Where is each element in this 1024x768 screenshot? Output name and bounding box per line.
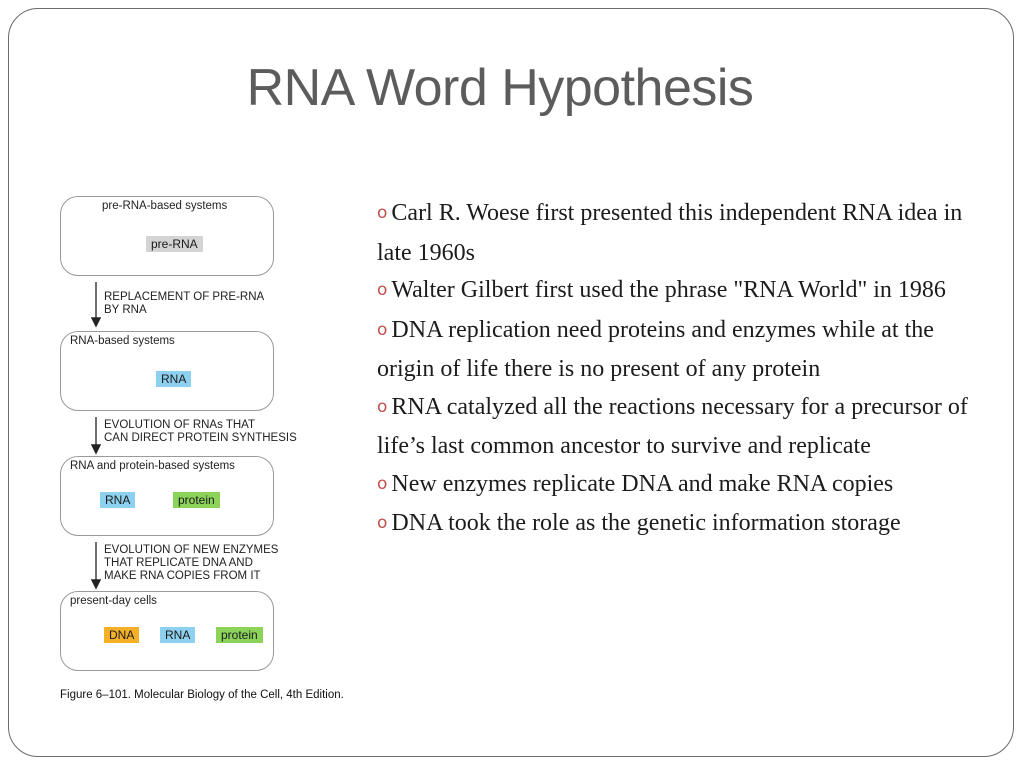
molecule-tag-dna: DNA bbox=[104, 627, 139, 643]
bullet-marker-icon: o bbox=[377, 319, 388, 340]
molecule-tag-rna: RNA bbox=[160, 627, 195, 643]
bullet-marker-icon: o bbox=[377, 513, 388, 533]
stage-title: pre-RNA-based systems bbox=[102, 200, 228, 212]
bullet-text: DNA took the role as the genetic information storage bbox=[391, 510, 901, 536]
stage-title: RNA-based systems bbox=[70, 335, 175, 347]
molecule-tag-rna: RNA bbox=[100, 492, 135, 508]
bullet-item bbox=[377, 272, 987, 312]
bullet-marker-icon: o bbox=[377, 473, 388, 494]
slide-title: RNA Word Hypothesis bbox=[246, 59, 754, 117]
step-label: EVOLUTION OF NEW ENZYMES THAT REPLICATE DNA AND MAKE RNA COPIES FROM IT bbox=[104, 544, 279, 582]
figure-caption: Figure 6–101. Molecular Biology of the Cell, 4th Edition. bbox=[60, 689, 344, 701]
bullet-text: Carl R. Woese first presented this independent RNA idea in late 1960s bbox=[377, 200, 963, 266]
molecule-tag-rna: RNA bbox=[156, 371, 191, 387]
bullet-text: DNA replication need proteins and enzymes while at the origin of life there is no present of any protein bbox=[377, 316, 934, 382]
bullet-item bbox=[377, 389, 987, 466]
rna-world-figure bbox=[56, 192, 366, 712]
bullet-text: RNA catalyzed all the reactions necessary for a precursor of life’s last common ancestor to survive and replicate bbox=[377, 393, 968, 459]
bullet-item bbox=[377, 505, 987, 545]
stage-title: RNA and protein-based systems bbox=[70, 460, 235, 472]
bullet-marker-icon: o bbox=[377, 396, 388, 417]
molecule-tag-pre-rna: pre-RNA bbox=[146, 236, 203, 252]
bullet-item bbox=[377, 312, 987, 389]
bullet-text: New enzymes replicate DNA and make RNA copies bbox=[391, 470, 894, 497]
bullet-marker-icon: o bbox=[377, 203, 388, 223]
molecule-tag-protein: protein bbox=[216, 627, 263, 643]
bullet-item bbox=[377, 195, 987, 272]
bullet-text: Walter Gilbert first used the phrase "RNA World" in 1986 bbox=[391, 277, 946, 303]
molecule-tag-protein: protein bbox=[173, 492, 220, 508]
stage-title: present-day cells bbox=[70, 595, 157, 607]
bullet-list bbox=[377, 195, 987, 545]
step-label: REPLACEMENT OF PRE-RNA BY RNA bbox=[104, 291, 265, 316]
bullet-item bbox=[377, 466, 987, 506]
step-label: EVOLUTION OF RNAs THAT CAN DIRECT PROTEIN SYNTHESIS bbox=[104, 419, 297, 444]
bullet-marker-icon: o bbox=[377, 280, 388, 300]
